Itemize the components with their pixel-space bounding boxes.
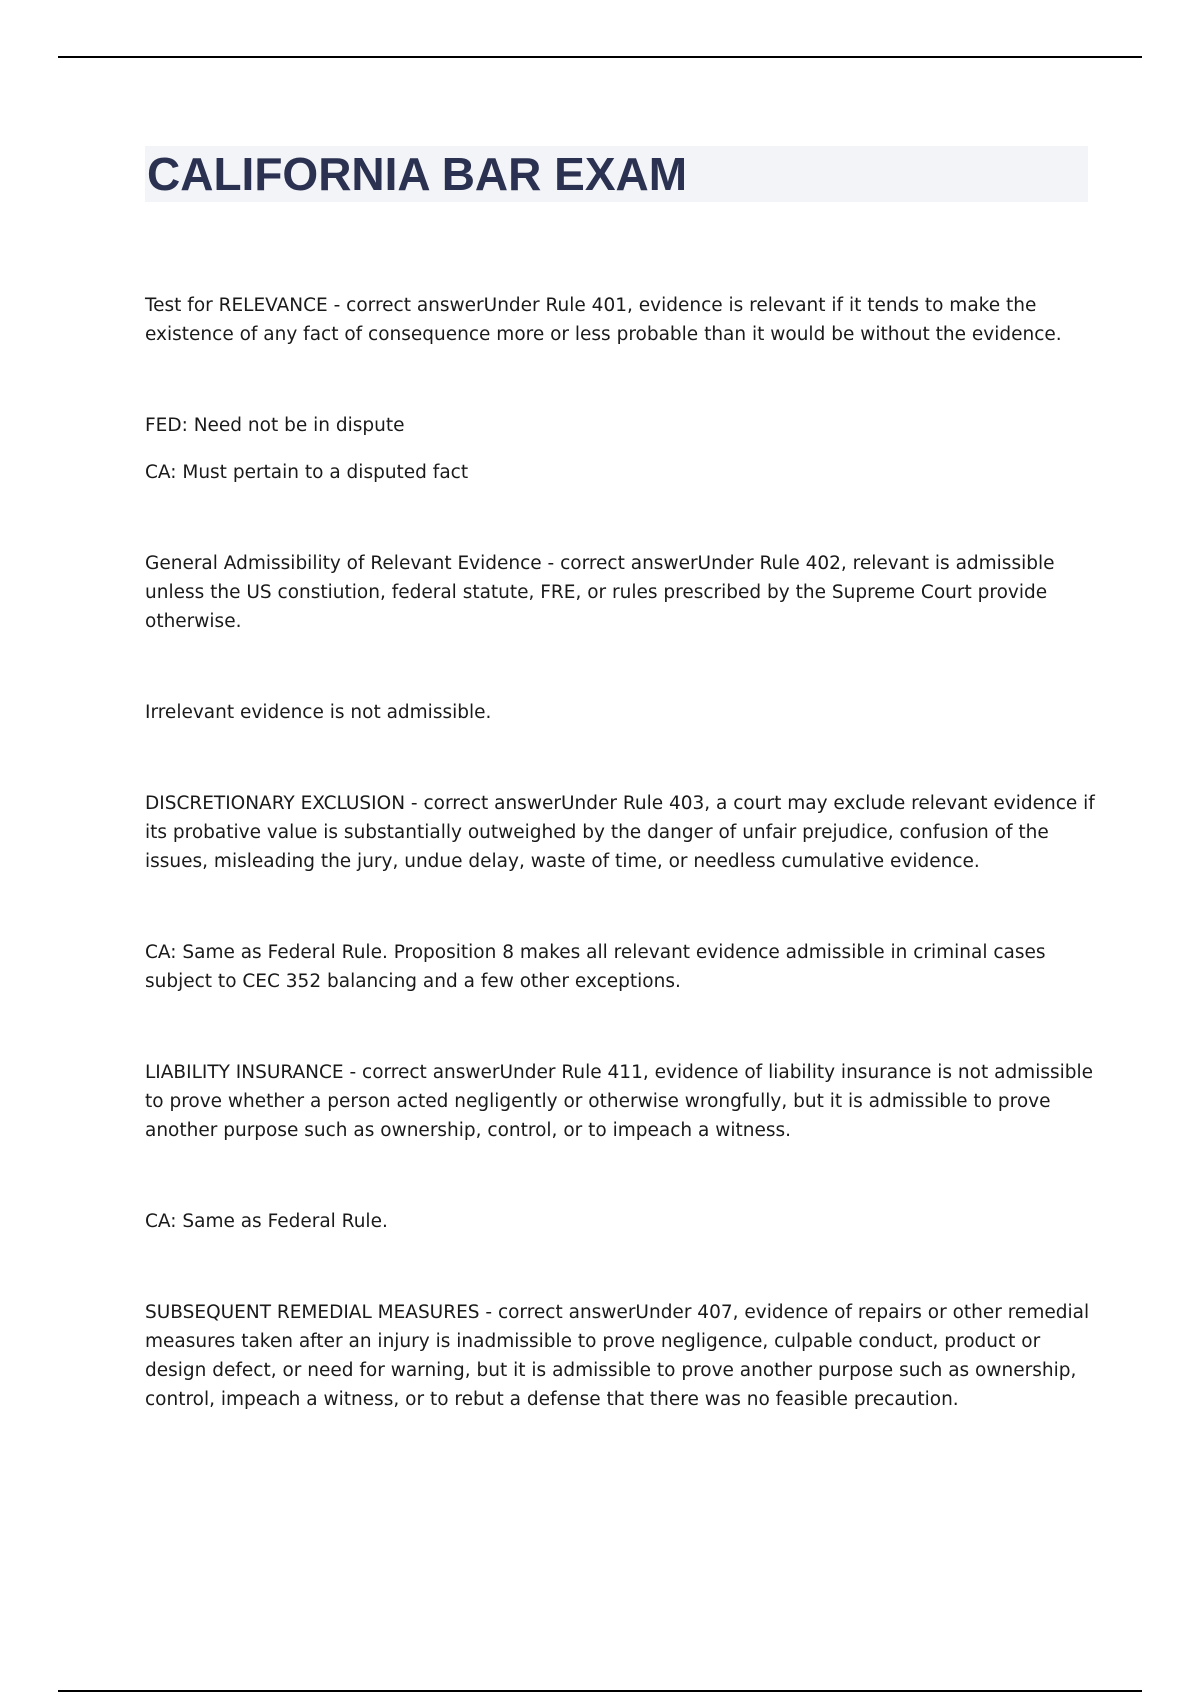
paragraph-general-admissibility: General Admissibility of Relevant Evidence - correct answerUnder Rule 402, relevant is admissible unless the US constiution, federal statute, FRE, or rules prescribed by the Supreme Court provide otherwise.: [145, 553, 1055, 632]
paragraph-irrelevant-evidence: Irrelevant evidence is not admissible.: [145, 702, 492, 723]
paragraph-liability-insurance: LIABILITY INSURANCE - correct answerUnder Rule 411, evidence of liability insurance is not admissible to prove whether a person acted negligently or otherwise wrongfully, but it is admissible to prove another purpose such as ownership, control, or to impeach a witness.: [145, 1062, 1094, 1141]
document-body: [145, 291, 1095, 1414]
paragraph-relevance-test: Test for RELEVANCE - correct answerUnder Rule 401, evidence is relevant if it tends to make the existence of any fact of consequence more or less probable than it would be without the evidence.: [145, 295, 1062, 345]
header-rule: [58, 56, 1142, 58]
paragraph-ca-proposition-8: CA: Same as Federal Rule. Proposition 8 makes all relevant evidence admissible in criminal cases subject to CEC 352 balancing and a few other exceptions.: [145, 942, 1046, 992]
title-block: [145, 146, 1088, 202]
footer-rule: [58, 1690, 1142, 1692]
paragraph-subsequent-remedial: SUBSEQUENT REMEDIAL MEASURES - correct answerUnder 407, evidence of repairs or other remedial measures taken after an injury is inadmissible to prove negligence, culpable conduct, product or design defect, or need for warning, but it is admissible to prove another purpose such as ownership, control, impeach a witness, or to rebut a defense that there was no feasible precaution.: [145, 1302, 1090, 1410]
document-title: CALIFORNIA BAR EXAM: [147, 148, 688, 200]
paragraph-discretionary-exclusion: DISCRETIONARY EXCLUSION - correct answerUnder Rule 403, a court may exclude relevant evidence if its probative value is substantially outweighed by the danger of unfair prejudice, confusion of the issues, misleading the jury, undue delay, waste of time, or needless cumulative evidence.: [145, 793, 1095, 872]
paragraph-ca-dispute: CA: Must pertain to a disputed fact: [145, 462, 469, 483]
paragraph-ca-same-federal: CA: Same as Federal Rule.: [145, 1211, 388, 1232]
paragraph-fed-dispute: FED: Need not be in dispute: [145, 415, 405, 436]
